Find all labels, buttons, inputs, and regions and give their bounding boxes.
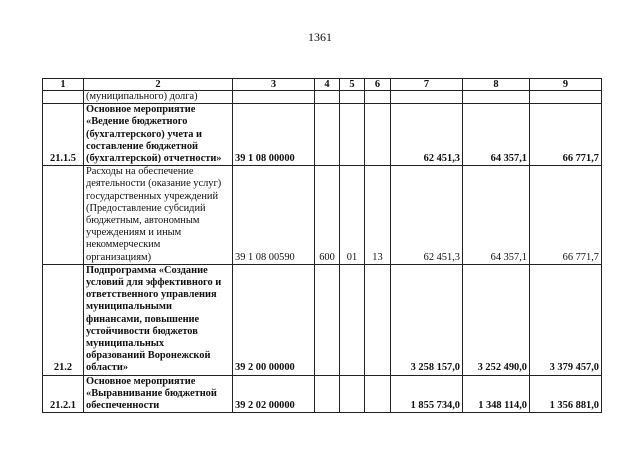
header-cell: 6: [365, 79, 391, 91]
row-value-8: 64 357,1: [463, 104, 530, 166]
row-name: Расходы на обеспечение деятельности (оказание услуг) государственных учреждений (Предоставление субсидий бюджетным, автономным учреждениям и иным некоммерческим организациям): [84, 166, 233, 265]
row-value-8: 64 357,1: [463, 166, 530, 265]
row-value-9: 1 356 881,0: [530, 375, 602, 413]
row-value-8: [463, 91, 530, 104]
row-c6: [365, 264, 391, 375]
header-cell: 5: [340, 79, 365, 91]
table-row: [43, 264, 602, 375]
row-value-9: 3 379 457,0: [530, 264, 602, 375]
page-number: 1361: [308, 30, 332, 44]
row-value-7: 62 451,3: [391, 166, 463, 265]
header-cell: 8: [463, 79, 530, 91]
row-c4: [315, 264, 340, 375]
row-c5: [340, 375, 365, 413]
row-code: [43, 91, 84, 104]
row-value-9: 66 771,7: [530, 166, 602, 265]
row-name: (муниципального) долга): [84, 91, 233, 104]
row-c5: [340, 104, 365, 166]
row-name: Основное мероприятие «Ведение бюджетного (бухгалтерского) учета и составление бюджетной (бухгалтерской) отчетности»: [84, 104, 233, 166]
header-cell: 3: [233, 79, 315, 91]
row-value-7: 62 451,3: [391, 104, 463, 166]
header-cell: 4: [315, 79, 340, 91]
row-c4: [315, 104, 340, 166]
header-cell: 7: [391, 79, 463, 91]
header-cell: 2: [84, 79, 233, 91]
row-c6: 13: [365, 166, 391, 265]
row-code: 21.1.5: [43, 104, 84, 166]
header-row: [43, 79, 602, 91]
row-value-8: 3 252 490,0: [463, 264, 530, 375]
row-kcsr: 39 2 00 00000: [233, 264, 315, 375]
row-name: Подпрограмма «Создание условий для эффективного и ответственного управления муниципальными финансами, повышение устойчивости бюджетов муниципальных образований Воронежской области»: [84, 264, 233, 375]
row-c5: [340, 91, 365, 104]
row-c5: 01: [340, 166, 365, 265]
row-value-9: [530, 91, 602, 104]
row-c6: [365, 375, 391, 413]
table-row: [43, 166, 602, 265]
row-c4: 600: [315, 166, 340, 265]
row-kcsr: 39 2 02 00000: [233, 375, 315, 413]
row-value-8: 1 348 114,0: [463, 375, 530, 413]
row-value-7: 1 855 734,0: [391, 375, 463, 413]
table-row: [43, 91, 602, 104]
budget-table: [42, 78, 602, 413]
row-c5: [340, 264, 365, 375]
header-cell: 1: [43, 79, 84, 91]
row-kcsr: 39 1 08 00590: [233, 166, 315, 265]
row-code: [43, 166, 84, 265]
row-code: 21.2: [43, 264, 84, 375]
header-cell: 9: [530, 79, 602, 91]
row-c4: [315, 91, 340, 104]
row-c4: [315, 375, 340, 413]
row-value-7: 3 258 157,0: [391, 264, 463, 375]
row-code: 21.2.1: [43, 375, 84, 413]
row-c6: [365, 104, 391, 166]
row-value-9: 66 771,7: [530, 104, 602, 166]
row-kcsr: 39 1 08 00000: [233, 104, 315, 166]
row-name: Основное мероприятие «Выравнивание бюджетной обеспеченности: [84, 375, 233, 413]
row-c6: [365, 91, 391, 104]
row-kcsr: [233, 91, 315, 104]
table-row: [43, 375, 602, 413]
row-value-7: [391, 91, 463, 104]
table-row: [43, 104, 602, 166]
